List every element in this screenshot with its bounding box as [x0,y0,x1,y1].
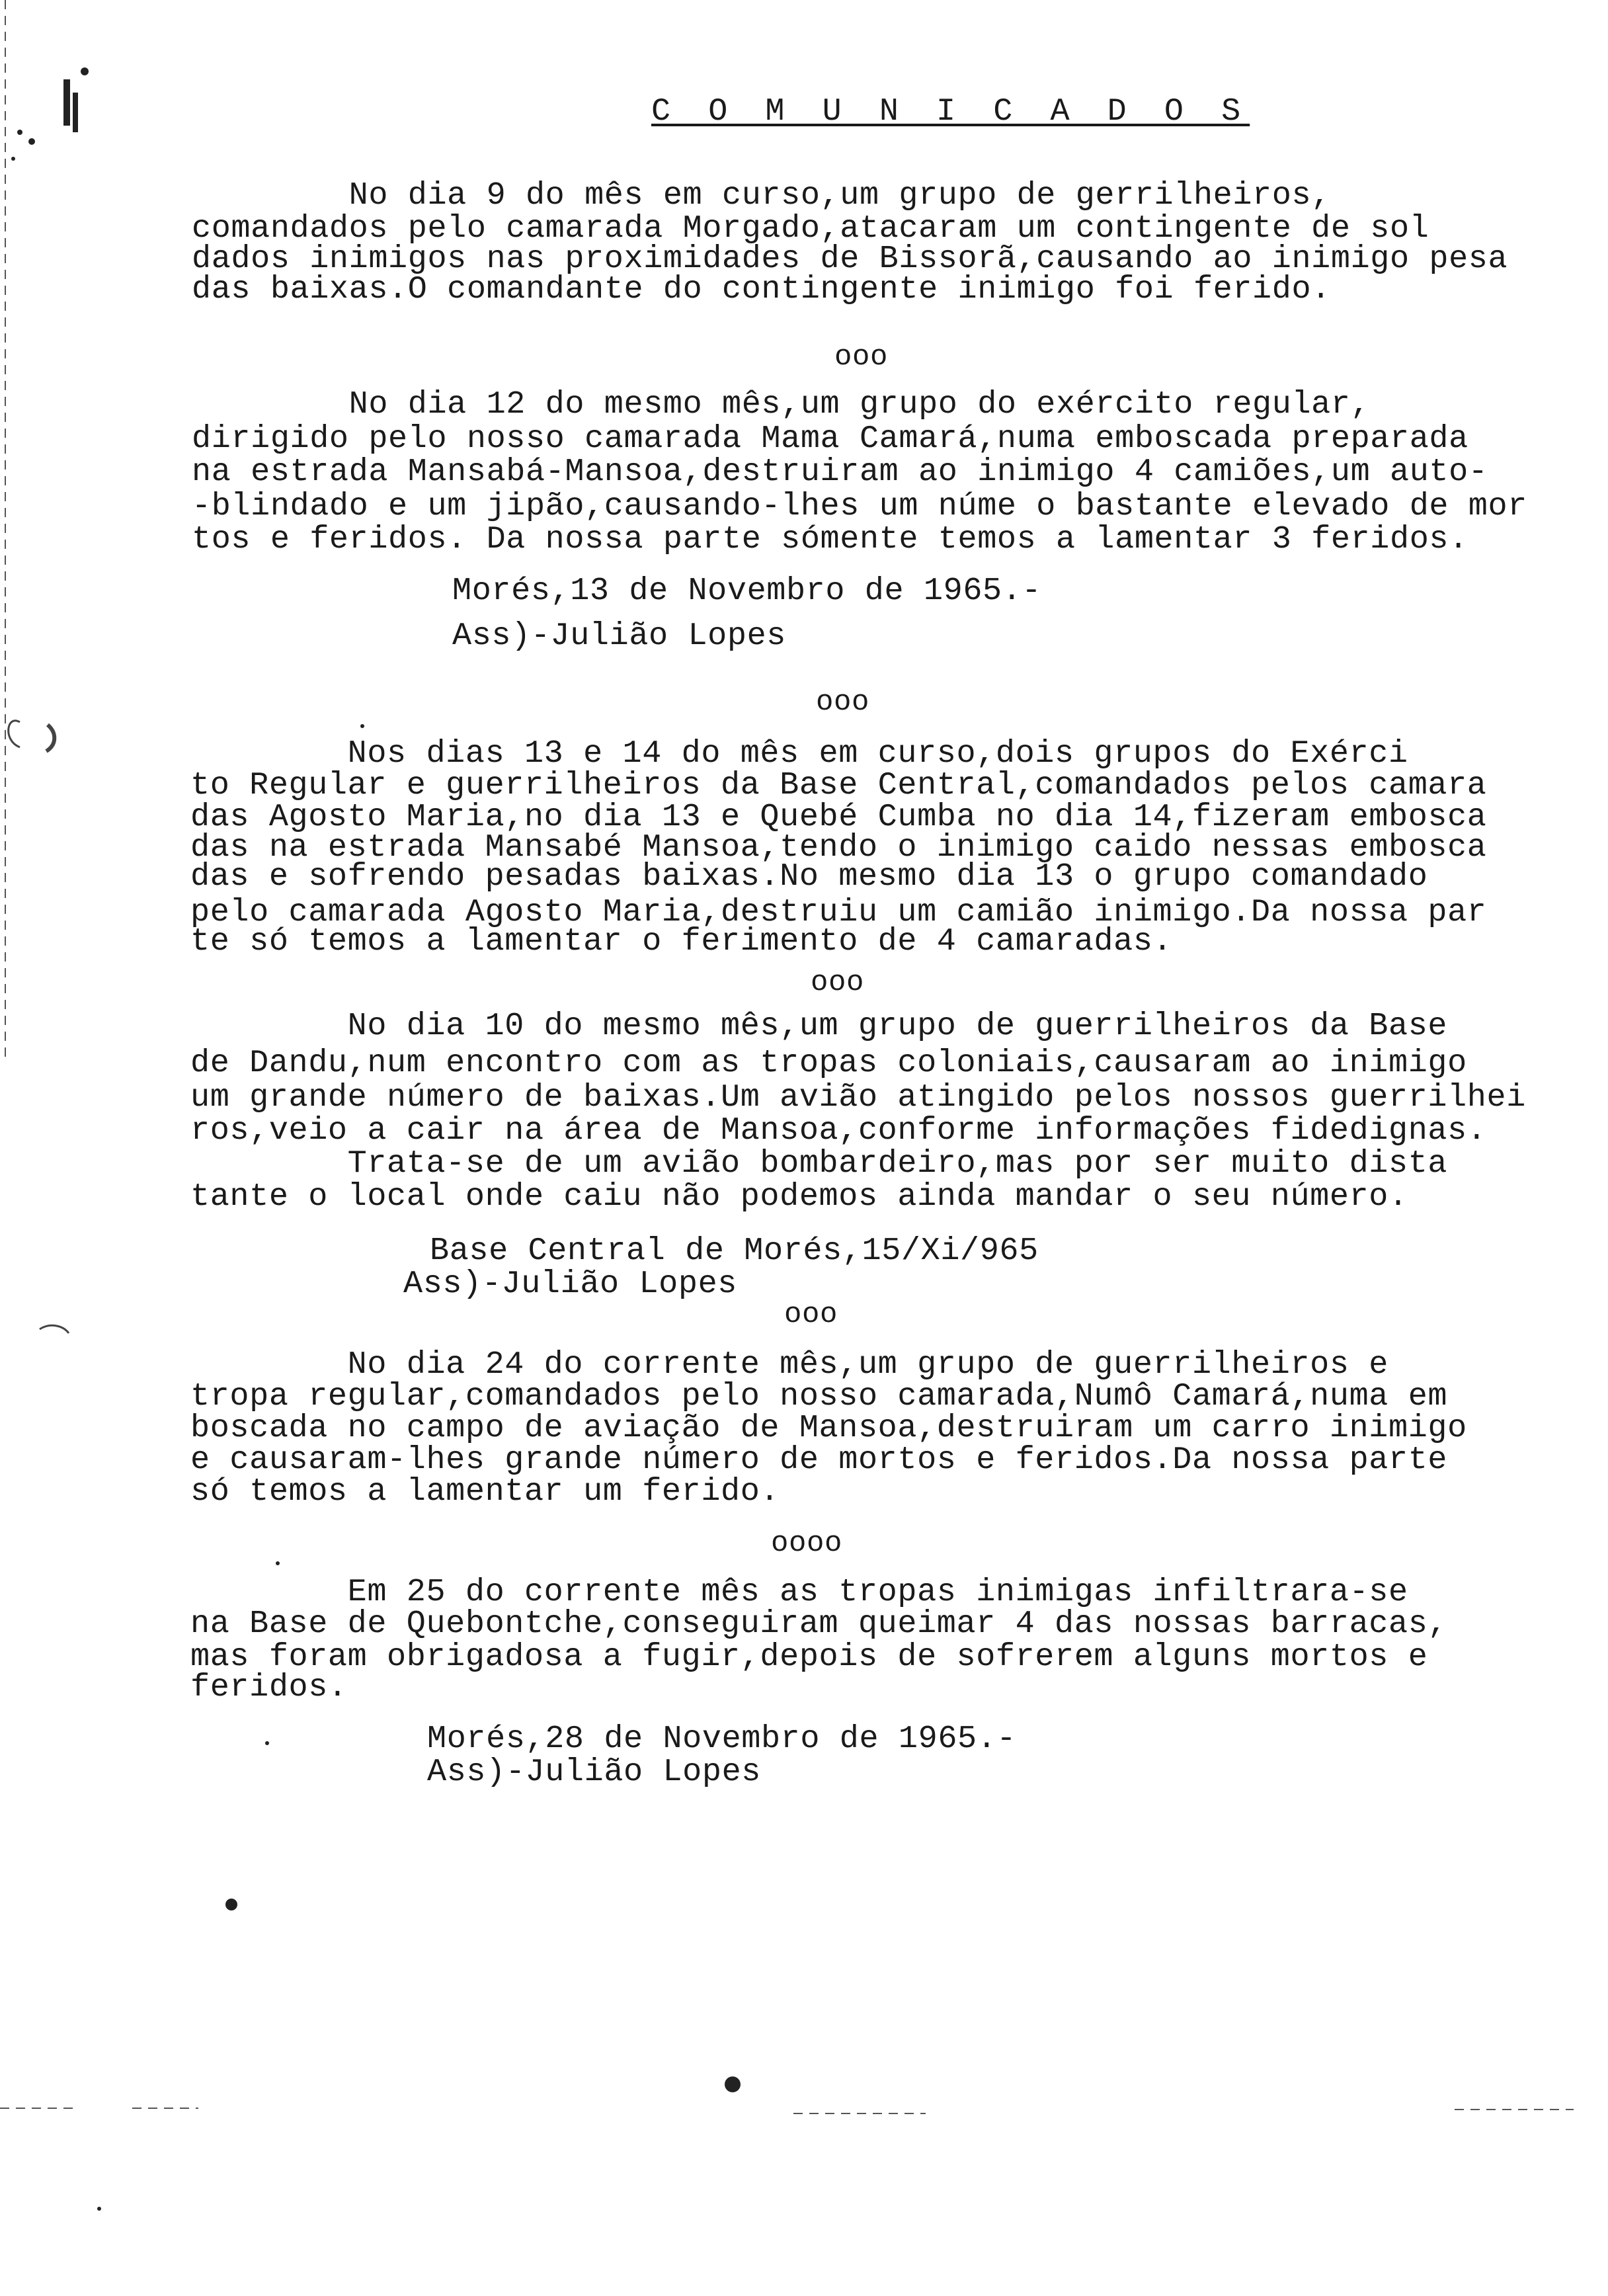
paragraph-line: só temos a lamentar um ferido. [190,1473,780,1510]
paragraph-line: tos e feridos. Da nossa parte sómente temos a lamentar 3 feridos. [192,521,1468,557]
document-title: C O M U N I C A D O S [651,93,1250,130]
paragraph-line: -blindado e um jipão,causando-lhes um núme o bastante elevado de mor [192,488,1527,524]
paragraph-line: de Dandu,num encontro com as tropas coloniais,causaram ao inimigo [190,1045,1467,1081]
paragraph-line: tante o local onde caiu não podemos ainda mandar o seu número. [190,1178,1408,1215]
separator: ooo [834,341,889,374]
separator: oooo [771,1527,843,1560]
paragraph-line: boscada no campo de aviação de Mansoa,destruiram um carro inimigo [190,1410,1467,1446]
signature-place-date: Base Central de Morés,15/Xi/965 [430,1233,1039,1269]
paragraph-line: Em 25 do corrente mês as tropas inimigas infiltrara-se [190,1574,1408,1610]
paragraph-line: feridos. [190,1669,348,1705]
signature-name: Ass)-Julião Lopes [403,1266,737,1302]
paragraph-line: das na estrada Mansabé Mansoa,tendo o inimigo caido nessas embosca [190,829,1487,866]
paragraph-line: tropa regular,comandados pelo nosso camarada,Numô Camará,numa em [190,1378,1448,1414]
paragraph-line: das e sofrendo pesadas baixas.No mesmo dia 13 o grupo comandado [190,858,1428,895]
paragraph-line: te só temos a lamentar o ferimento de 4 camaradas. [190,923,1173,960]
signature-place-date: Morés,13 de Novembro de 1965.- [452,573,1042,609]
separator: ooo [811,966,865,999]
paragraph-line: No dia 24 do corrente mês,um grupo de guerrilheiros e [190,1346,1388,1383]
separator: ooo [816,686,870,719]
paragraph-line: mas foram obrigadosa a fugir,depois de sofrerem alguns mortos e [190,1639,1428,1675]
paragraph-line: das baixas.O comandante do contingente inimigo foi ferido. [192,271,1331,308]
paragraph-line: comandados pelo camarada Morgado,atacaram um contingente de sol [192,210,1429,247]
signature-name: Ass)-Julião Lopes [427,1754,761,1790]
paragraph-line: No dia 10 do mesmo mês,um grupo de guerrilheiros da Base [190,1008,1448,1044]
paragraph-line: ros,veio a cair na área de Mansoa,conforme informações fidedignas. [190,1112,1487,1149]
paragraph-line: dados inimigos nas proximidades de Bissorã,causando ao inimigo pesa [192,241,1508,277]
paragraph-line: e causaram-lhes grande número de mortos e feridos.Da nossa parte [190,1442,1448,1478]
separator: ooo [784,1298,838,1331]
paragraph-line: to Regular e guerrilheiros da Base Central,comandados pelos camara [190,767,1487,803]
paragraph-line: Nos dias 13 e 14 do mês em curso,dois grupos do Exérci [190,735,1408,772]
paragraph-line: um grande número de baixas.Um avião atingido pelos nossos guerrilhei [190,1079,1526,1116]
paragraph-line: na Base de Quebontche,conseguiram queimar 4 das nossas barracas, [190,1606,1448,1642]
paragraph-line: No dia 12 do mesmo mês,um grupo do exército regular, [192,386,1371,423]
paragraph-line: pelo camarada Agosto Maria,destruiu um camião inimigo.Da nossa par [190,894,1487,930]
signature-name: Ass)-Julião Lopes [452,618,786,654]
signature-place-date: Morés,28 de Novembro de 1965.- [427,1721,1017,1757]
paragraph-line: dirigido pelo nosso camarada Mama Camará,numa emboscada preparada [192,421,1468,457]
paragraph-line: na estrada Mansabá-Mansoa,destruiram ao inimigo 4 camiões,um auto- [192,454,1488,490]
paragraph-line: Trata-se de um avião bombardeiro,mas por ser muito dista [190,1145,1448,1182]
paragraph-line: das Agosto Maria,no dia 13 e Quebé Cumba no dia 14,fizeram embosca [190,799,1487,835]
paragraph-line: No dia 9 do mês em curso,um grupo de gerrilheiros, [192,177,1331,214]
